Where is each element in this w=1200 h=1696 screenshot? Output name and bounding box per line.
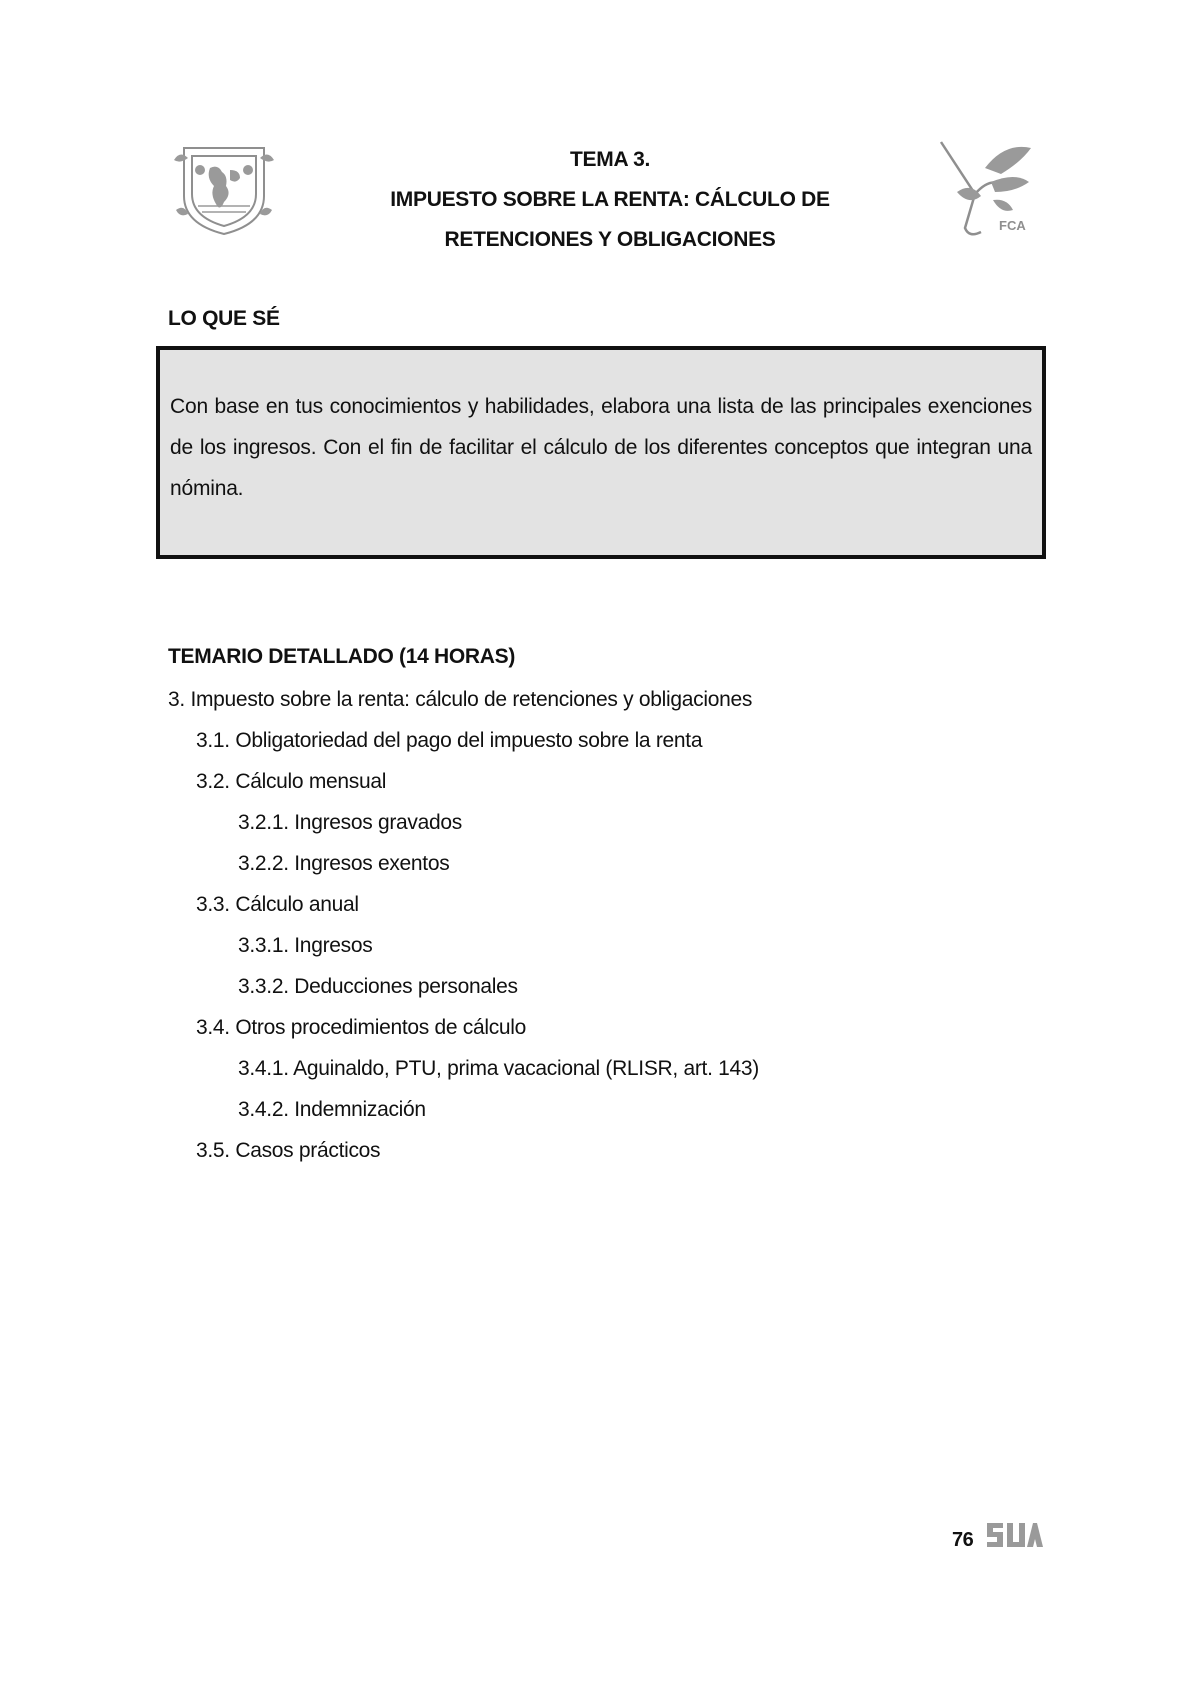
activity-text: Con base en tus conocimientos y habilidades, elabora una lista de las principales exenciones de los ingresos. Con el fin de facilitar el cálculo de los diferentes conceptos que integran una nómina. bbox=[170, 395, 1032, 500]
title-line-1: TEMA 3. bbox=[570, 148, 650, 171]
list-item: 3.4.2. Indemnización bbox=[238, 1098, 426, 1121]
list-item: 3.5. Casos prácticos bbox=[196, 1139, 381, 1162]
list-item: 3.4. Otros procedimientos de cálculo bbox=[196, 1016, 527, 1039]
list-item: 3.2.2. Ingresos exentos bbox=[238, 852, 450, 875]
temario-list bbox=[168, 679, 1068, 1171]
temario-heading: TEMARIO DETALLADO (14 HORAS) bbox=[168, 645, 516, 668]
list-item: 3.3. Cálculo anual bbox=[196, 893, 359, 916]
svg-text:FCA: FCA bbox=[999, 218, 1026, 233]
sua-logo-icon bbox=[985, 1519, 1043, 1549]
title-line-2: IMPUESTO SOBRE LA RENTA: CÁLCULO DE bbox=[390, 188, 830, 211]
page-number: 76 bbox=[952, 1529, 974, 1551]
unam-seal-icon bbox=[170, 140, 278, 238]
list-item: 3.1. Obligatoriedad del pago del impuesto sobre la renta bbox=[196, 729, 703, 752]
list-item: 3.4.1. Aguinaldo, PTU, prima vacacional (RLISR, art. 143) bbox=[238, 1057, 759, 1080]
list-item: 3. Impuesto sobre la renta: cálculo de retenciones y obligaciones bbox=[168, 688, 753, 711]
page-title bbox=[300, 140, 920, 260]
activity-box bbox=[156, 346, 1046, 559]
list-item: 3.3.2. Deducciones personales bbox=[238, 975, 518, 998]
lo-que-se-heading: LO QUE SÉ bbox=[168, 307, 280, 330]
title-line-3: RETENCIONES Y OBLIGACIONES bbox=[444, 228, 776, 251]
list-item: 3.3.1. Ingresos bbox=[238, 934, 373, 957]
fca-emblem-icon bbox=[935, 138, 1033, 244]
list-item: 3.2. Cálculo mensual bbox=[196, 770, 387, 793]
list-item: 3.2.1. Ingresos gravados bbox=[238, 811, 462, 834]
